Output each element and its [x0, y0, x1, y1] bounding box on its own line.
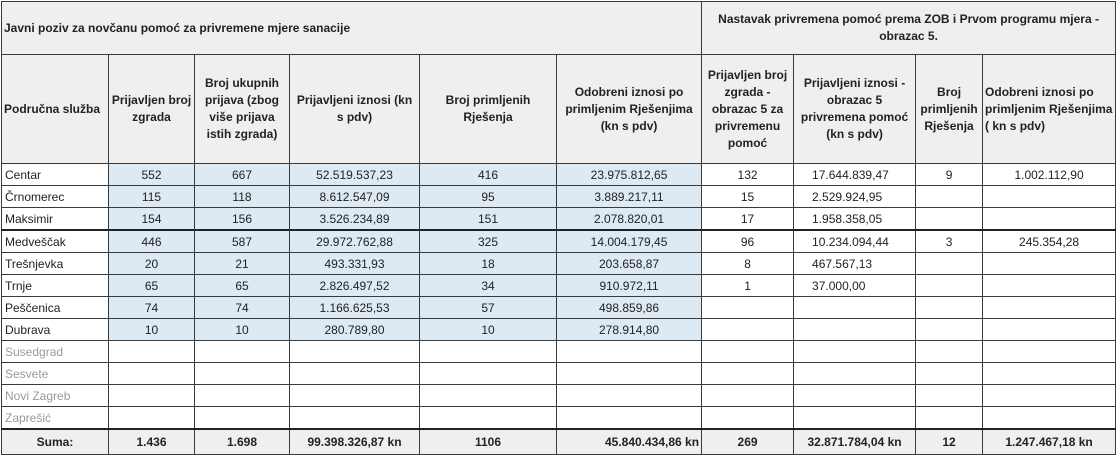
table-row — [2, 186, 1116, 208]
row-value-cell: 23.975.812,65 — [557, 164, 702, 186]
row-value-cell: 1 — [702, 275, 794, 297]
row-value-cell — [916, 208, 983, 231]
row-name-cell: Peščenica — [2, 297, 109, 319]
row-value-cell — [983, 186, 1116, 208]
row-value-cell — [794, 385, 916, 407]
row-value-cell — [794, 297, 916, 319]
row-value-cell: 667 — [195, 164, 290, 186]
col-header-5: Odobreni iznosi po primljenim Rješenjima (kn s pdv) — [557, 55, 702, 164]
row-value-cell: 17 — [702, 208, 794, 231]
row-value-cell: 10 — [195, 319, 290, 341]
row-name-cell: Medveščak — [2, 230, 109, 253]
row-name-cell: Trešnjevka — [2, 253, 109, 275]
row-value-cell — [983, 341, 1116, 363]
row-value-cell: 9 — [916, 164, 983, 186]
row-value-cell: 3 — [916, 230, 983, 253]
row-value-cell — [916, 319, 983, 341]
row-value-cell — [109, 363, 195, 385]
row-name-cell: Maksimir — [2, 208, 109, 231]
col-header-7: Prijavljeni iznosi - obrazac 5 privremena pomoć (kn s pdv) — [794, 55, 916, 164]
row-value-cell: 21 — [195, 253, 290, 275]
row-value-cell — [557, 341, 702, 363]
row-value-cell: 17.644.839,47 — [794, 164, 916, 186]
row-value-cell — [702, 407, 794, 430]
row-value-cell — [290, 363, 420, 385]
row-value-cell: 910.972,11 — [557, 275, 702, 297]
row-value-cell — [983, 208, 1116, 231]
row-name-cell: Črnomerec — [2, 186, 109, 208]
row-value-cell — [916, 341, 983, 363]
sum-c8: 12 — [916, 429, 983, 455]
group1-header: Javni poziv za novčanu pomoć za privremene mjere sanacije — [2, 2, 702, 55]
group2-header: Nastavak privremena pomoć prema ZOB i Prvom programu mjera - obrazac 5. — [702, 2, 1116, 55]
row-value-cell: 29.972.762,88 — [290, 230, 420, 253]
row-value-cell — [794, 319, 916, 341]
sum-c6: 269 — [702, 429, 794, 455]
row-value-cell — [195, 407, 290, 430]
row-value-cell — [290, 385, 420, 407]
row-value-cell: 15 — [702, 186, 794, 208]
group-header-row — [2, 2, 1116, 55]
row-value-cell — [557, 407, 702, 430]
column-header-row — [2, 55, 1116, 164]
row-name-cell: Sesvete — [2, 363, 109, 385]
row-value-cell: 34 — [420, 275, 557, 297]
sum-c7: 32.871.784,04 kn — [794, 429, 916, 455]
row-value-cell: 245.354,28 — [983, 230, 1116, 253]
row-value-cell: 325 — [420, 230, 557, 253]
row-value-cell: 151 — [420, 208, 557, 231]
row-value-cell — [916, 297, 983, 319]
row-value-cell: 3.526.234,89 — [290, 208, 420, 231]
table-row — [2, 208, 1116, 231]
row-name-cell: Zaprešić — [2, 407, 109, 430]
table-row — [2, 297, 1116, 319]
row-name-cell: Susedgrad — [2, 341, 109, 363]
row-value-cell: 416 — [420, 164, 557, 186]
table-row — [2, 275, 1116, 297]
row-value-cell — [195, 363, 290, 385]
row-value-cell: 132 — [702, 164, 794, 186]
row-value-cell: 115 — [109, 186, 195, 208]
row-value-cell: 587 — [195, 230, 290, 253]
row-value-cell — [983, 297, 1116, 319]
row-value-cell: 20 — [109, 253, 195, 275]
row-value-cell — [916, 363, 983, 385]
table-row — [2, 363, 1116, 385]
row-value-cell — [109, 385, 195, 407]
col-header-0: Područna služba — [2, 55, 109, 164]
table-row — [2, 164, 1116, 186]
row-value-cell: 154 — [109, 208, 195, 231]
row-value-cell — [983, 275, 1116, 297]
row-name-cell: Centar — [2, 164, 109, 186]
row-value-cell: 10.234.094,44 — [794, 230, 916, 253]
table-row — [2, 341, 1116, 363]
row-value-cell: 156 — [195, 208, 290, 231]
row-value-cell: 2.826.497,52 — [290, 275, 420, 297]
row-value-cell — [702, 297, 794, 319]
sum-c4: 1106 — [420, 429, 557, 455]
row-value-cell: 1.958.358,05 — [794, 208, 916, 231]
table-row — [2, 385, 1116, 407]
row-value-cell — [557, 363, 702, 385]
row-value-cell: 52.519.537,23 — [290, 164, 420, 186]
sum-c1: 1.436 — [109, 429, 195, 455]
col-header-9: Odobreni iznosi po primljenim Rješenjima ( kn s pdv) — [983, 55, 1116, 164]
row-value-cell: 118 — [195, 186, 290, 208]
table-row — [2, 319, 1116, 341]
row-value-cell — [109, 341, 195, 363]
row-value-cell: 1.002.112,90 — [983, 164, 1116, 186]
row-value-cell — [420, 385, 557, 407]
row-value-cell: 65 — [109, 275, 195, 297]
sum-c5: 45.840.434,86 kn — [557, 429, 702, 455]
sum-label: Suma: — [2, 429, 109, 455]
table-row — [2, 407, 1116, 430]
row-value-cell — [916, 186, 983, 208]
col-header-4: Broj primljenih Rješenja — [420, 55, 557, 164]
row-value-cell: 3.889.217,11 — [557, 186, 702, 208]
sum-c9: 1.247.467,18 kn — [983, 429, 1116, 455]
row-value-cell — [794, 363, 916, 385]
row-value-cell: 37.000,00 — [794, 275, 916, 297]
row-value-cell: 65 — [195, 275, 290, 297]
row-value-cell — [983, 385, 1116, 407]
row-value-cell — [916, 275, 983, 297]
row-value-cell — [702, 363, 794, 385]
row-value-cell — [916, 407, 983, 430]
row-value-cell — [195, 341, 290, 363]
row-value-cell: 446 — [109, 230, 195, 253]
col-header-1: Prijavljen broj zgrada — [109, 55, 195, 164]
row-value-cell — [983, 407, 1116, 430]
row-name-cell: Dubrava — [2, 319, 109, 341]
row-value-cell: 8 — [702, 253, 794, 275]
row-value-cell — [420, 363, 557, 385]
row-value-cell: 18 — [420, 253, 557, 275]
row-value-cell: 467.567,13 — [794, 253, 916, 275]
row-value-cell — [983, 253, 1116, 275]
row-value-cell: 493.331,93 — [290, 253, 420, 275]
row-value-cell — [195, 385, 290, 407]
row-value-cell — [702, 385, 794, 407]
row-value-cell: 10 — [109, 319, 195, 341]
sum-c3: 99.398.326,87 kn — [290, 429, 420, 455]
row-value-cell — [109, 407, 195, 430]
row-value-cell: 74 — [195, 297, 290, 319]
row-value-cell — [794, 341, 916, 363]
row-value-cell: 278.914,80 — [557, 319, 702, 341]
row-value-cell — [420, 407, 557, 430]
table-row — [2, 253, 1116, 275]
row-value-cell — [420, 341, 557, 363]
row-value-cell: 552 — [109, 164, 195, 186]
row-value-cell: 14.004.179,45 — [557, 230, 702, 253]
row-value-cell — [290, 407, 420, 430]
row-value-cell: 8.612.547,09 — [290, 186, 420, 208]
col-header-2: Broj ukupnih prijava (zbog više prijava istih zgrada) — [195, 55, 290, 164]
row-value-cell — [983, 363, 1116, 385]
col-header-3: Prijavljeni iznosi (kn s pdv) — [290, 55, 420, 164]
data-table — [1, 1, 1116, 455]
row-value-cell: 280.789,80 — [290, 319, 420, 341]
row-value-cell: 96 — [702, 230, 794, 253]
row-value-cell: 10 — [420, 319, 557, 341]
sum-c2: 1.698 — [195, 429, 290, 455]
table-row — [2, 230, 1116, 253]
row-value-cell — [916, 253, 983, 275]
row-value-cell — [794, 407, 916, 430]
row-value-cell — [916, 385, 983, 407]
row-name-cell: Trnje — [2, 275, 109, 297]
row-name-cell: Novi Zagreb — [2, 385, 109, 407]
sum-row — [2, 429, 1116, 455]
row-value-cell: 2.078.820,01 — [557, 208, 702, 231]
row-value-cell — [702, 319, 794, 341]
row-value-cell — [557, 385, 702, 407]
row-value-cell: 2.529.924,95 — [794, 186, 916, 208]
row-value-cell: 203.658,87 — [557, 253, 702, 275]
row-value-cell: 1.166.625,53 — [290, 297, 420, 319]
row-value-cell: 57 — [420, 297, 557, 319]
row-value-cell: 498.859,86 — [557, 297, 702, 319]
row-value-cell — [702, 341, 794, 363]
row-value-cell — [290, 341, 420, 363]
row-value-cell: 74 — [109, 297, 195, 319]
col-header-8: Broj primljenih Rješenja — [916, 55, 983, 164]
col-header-6: Prijavljen broj zgrada - obrazac 5 za privremenu pomoć — [702, 55, 794, 164]
row-value-cell: 95 — [420, 186, 557, 208]
row-value-cell — [983, 319, 1116, 341]
